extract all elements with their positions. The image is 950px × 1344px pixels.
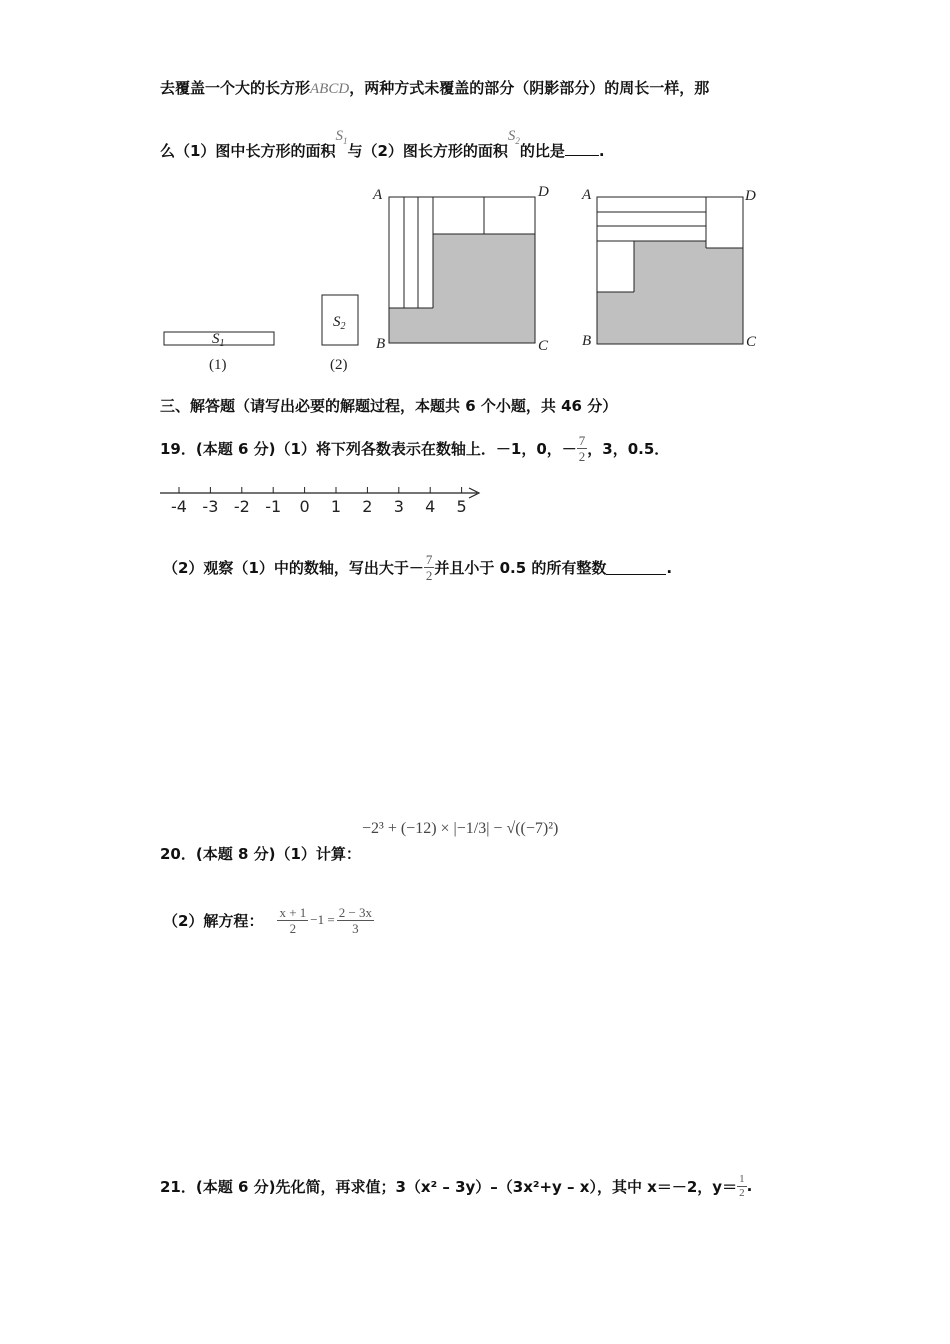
q20-equation-middle: −1 = [310,912,335,927]
q19-part2-end: . [666,558,673,577]
number-line-label: -3 [202,497,219,516]
q18-figure [0,0,950,400]
frac-den: 3 [352,920,359,936]
right-label-c: C [746,334,757,350]
q19-part2-fraction [424,552,435,583]
q21-end: . [746,1177,753,1195]
number-line-label: -1 [265,497,282,516]
number-line-label: 0 [299,497,310,516]
frac-num: 7 [425,552,433,567]
frac-den: 2 [739,1186,745,1199]
number-line-label: 1 [330,497,342,516]
s2-symbol-sub: 2 [515,136,520,146]
frac-num: 1 [739,1172,745,1185]
q21-text: 21．(本题 6 分)先化简，再求值；3（x² – 3y）–（3x²+y – x），其中 x＝－2，y＝ [160,1177,738,1196]
left-figure [372,184,549,354]
q20-part2-text: （2）解方程： [163,911,264,930]
q18-line2-part1: 么（1）图中长方形的面积 [160,142,336,160]
right-label-a: A [582,187,592,203]
caption-2: (2) [330,357,348,373]
frac-den: 2 [289,920,297,936]
q20-rhs-fraction [337,905,374,936]
s2-label: $S_2$ [333,314,346,332]
left-label-a: A [373,187,383,203]
number-line-label: 4 [425,497,436,516]
left-shaded-region [389,234,535,343]
frac-den: 2 [425,568,433,583]
q21-fraction [737,1173,747,1200]
q20-part-1: 20．(本题 8 分)（1）计算： [160,845,361,863]
q19-answer-blank[interactable] [606,560,666,575]
rect-abcd-label: ABCD [310,81,350,97]
right-figure [581,187,757,350]
q19-part1-text: 19．(本题 6 分)（1）将下列各数表示在数轴上．－1，0，－ [160,439,577,458]
number-line [155,480,495,520]
q19-part1-end: ，3，0.5． [587,439,670,458]
right-label-d: D [745,188,756,204]
q19-part-1 [160,428,669,468]
q20-part-2 [163,900,374,940]
number-line-label: 2 [362,497,373,516]
frac-num: 7 [578,432,586,448]
q19-part2-text-2: 并且小于 0.5 的所有整数 [434,559,607,577]
section-3-title: 三、解答题（请写出必要的解题过程，本题共 6 个小题，共 46 分） [160,397,618,415]
number-line-label: -2 [233,497,250,516]
s1-symbol-letter: S [335,128,343,144]
frac-num: 2 − 3x [338,904,373,920]
frac-den: 2 [578,448,586,464]
frac-num: x + 1 [279,904,307,920]
q20-expression: −2³ + (−12) × |−1/3| − √((−7)²) [362,820,559,837]
right-label-b: B [582,333,592,349]
q18-line1-pre: 去覆盖一个大的长方形 [160,79,311,97]
q18-line2-part3: 的比是 [519,142,565,160]
q20-lhs-fraction [277,905,308,936]
q19-fraction-7-2 [577,433,588,464]
q19-part-2 [163,545,672,590]
left-label-c: C [538,338,549,354]
q18-line2-end: . [598,142,605,160]
q18-line1-post: ，两种方式未覆盖的部分（阴影部分）的周长一样，那 [349,79,710,97]
left-label-b: B [376,336,386,352]
number-line-label: 3 [393,497,404,516]
caption-1: (1) [209,357,227,373]
number-line-label: 5 [456,497,467,516]
q21 [160,1166,752,1206]
s1-label: $S_1$ [212,331,225,349]
q19-part2-text: （2）观察（1）中的数轴，写出大于－ [163,559,424,577]
s1-symbol-sub: 1 [342,136,348,146]
left-label-d: D [538,184,549,200]
s2-symbol-letter: S [507,128,516,144]
q18-line2-part2: 与（2）图长方形的面积 [347,142,508,160]
number-line-label: -4 [171,497,187,516]
